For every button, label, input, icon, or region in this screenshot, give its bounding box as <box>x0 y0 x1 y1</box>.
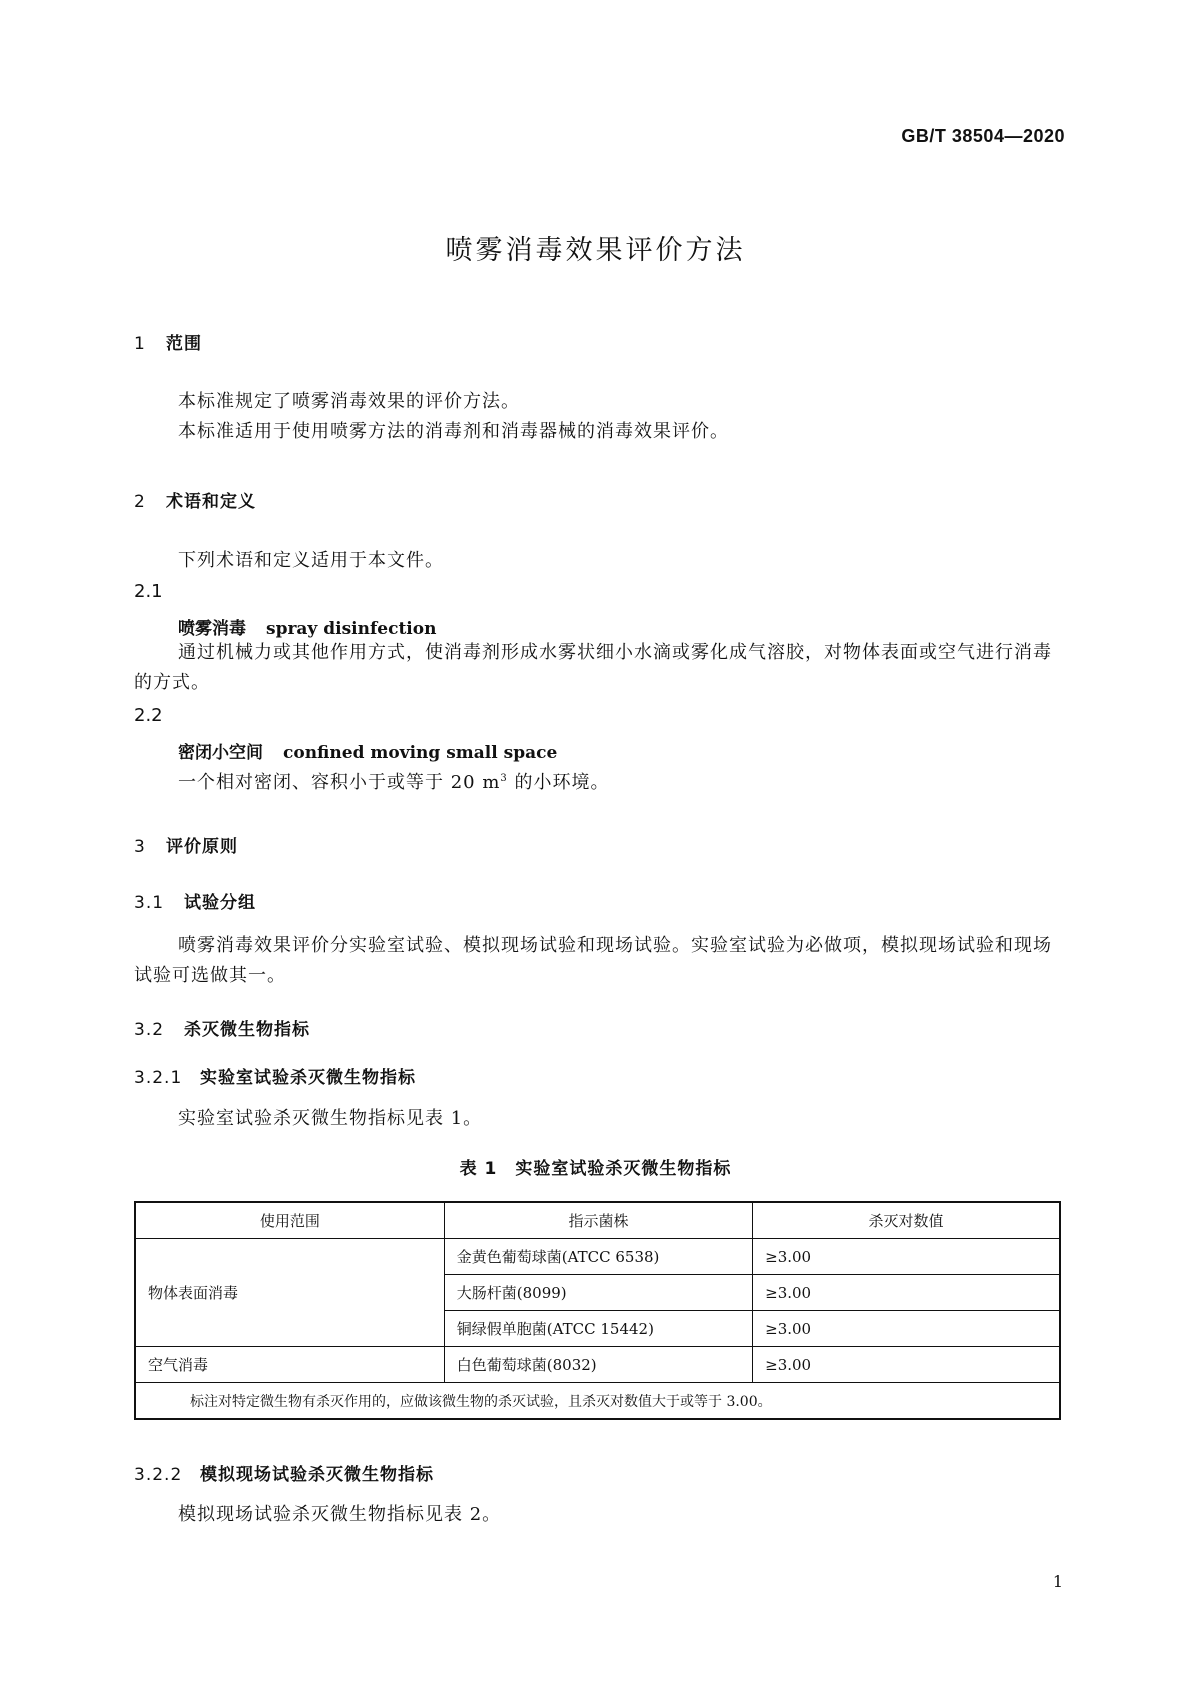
term-zh: 喷雾消毒 <box>178 619 246 639</box>
section-3-2-2-heading <box>134 1460 434 1485</box>
section-1-heading <box>134 329 202 354</box>
paragraph: 模拟现场试验杀灭微生物指标见表 2。 <box>178 1504 502 1525</box>
section-3-2-heading <box>134 1015 310 1040</box>
document-title: 喷雾消毒效果评价方法 <box>445 235 746 266</box>
value-cell: ≥3.00 <box>753 1275 1060 1311</box>
definition-text: 的小环境。 <box>507 772 610 793</box>
section-title: 范围 <box>166 334 202 354</box>
paragraph: 本标准适用于使用喷雾方法的消毒剂和消毒器械的消毒效果评价。 <box>178 421 729 442</box>
table-note-row <box>135 1383 1060 1420</box>
section-title: 评价原则 <box>166 837 238 857</box>
table-row <box>135 1239 1060 1275</box>
section-number: 3.2.2 <box>134 1465 183 1485</box>
paragraph: 下列术语和定义适用于本文件。 <box>178 550 444 571</box>
section-3-heading <box>134 832 238 857</box>
value-cell: ≥3.00 <box>753 1311 1060 1347</box>
paragraph: 本标准规定了喷雾消毒效果的评价方法。 <box>178 391 520 412</box>
section-title: 杀灭微生物指标 <box>184 1020 310 1040</box>
term-definition <box>134 764 1060 798</box>
section-title: 术语和定义 <box>166 492 256 512</box>
column-header: 杀灭对数值 <box>753 1202 1060 1239</box>
section-number: 1 <box>134 334 146 354</box>
table-note: 标注对特定微生物有杀灭作用的，应做该微生物的杀灭试验，且杀灭对数值大于或等于 3.00。 <box>135 1383 1060 1420</box>
table-1 <box>134 1201 1061 1420</box>
standard-code: GB/T 38504—2020 <box>901 126 1065 146</box>
section-number: 2 <box>134 492 146 512</box>
scope-cell: 空气消毒 <box>135 1347 444 1383</box>
paragraph: 实验室试验杀灭微生物指标见表 1。 <box>178 1108 483 1129</box>
section-number: 3.1 <box>134 893 165 913</box>
strain-cell: 铜绿假单胞菌(ATCC 15442) <box>444 1311 752 1347</box>
paragraph: 喷雾消毒效果评价分实验室试验、模拟现场试验和现场试验。实验室试验为必做项，模拟现场试验和现场试验可选做其一。 <box>134 935 1052 986</box>
section-title: 实验室试验杀灭微生物指标 <box>200 1068 416 1088</box>
value-cell: ≥3.00 <box>753 1239 1060 1275</box>
section-number: 3 <box>134 837 146 857</box>
section-2-heading <box>134 487 256 512</box>
term-entry <box>178 738 557 763</box>
page-number: 1 <box>1052 1572 1063 1591</box>
section-title: 模拟现场试验杀灭微生物指标 <box>200 1465 434 1485</box>
term-number: 2.2 <box>134 705 163 726</box>
scope-cell: 物体表面消毒 <box>135 1239 444 1347</box>
term-entry <box>178 614 436 639</box>
strain-cell: 金黄色葡萄球菌(ATCC 6538) <box>444 1239 752 1275</box>
table-header-row <box>135 1202 1060 1239</box>
section-number: 3.2 <box>134 1020 165 1040</box>
section-title: 试验分组 <box>184 893 256 913</box>
strain-cell: 大肠杆菌(8099) <box>444 1275 752 1311</box>
term-zh: 密闭小空间 <box>178 743 263 763</box>
table-row <box>135 1347 1060 1383</box>
definition-text: 一个相对密闭、容积小于或等于 20 m <box>178 772 501 793</box>
term-number: 2.1 <box>134 581 163 602</box>
term-en: confined moving small space <box>283 743 558 763</box>
column-header: 使用范围 <box>135 1202 444 1239</box>
value-cell: ≥3.00 <box>753 1347 1060 1383</box>
term-en: spray disinfection <box>266 619 437 639</box>
table-title: 实验室试验杀灭微生物指标 <box>515 1159 732 1179</box>
superscript: 3 <box>500 773 508 784</box>
table-caption <box>0 1154 1191 1179</box>
table-number: 表 1 <box>459 1159 498 1179</box>
section-3-2-1-heading <box>134 1063 416 1088</box>
term-definition: 通过机械力或其他作用方式，使消毒剂形成水雾状细小水滴或雾化成气溶胶，对物体表面或空气进行消毒的方式。 <box>134 642 1052 693</box>
section-number: 3.2.1 <box>134 1068 183 1088</box>
section-3-1-heading <box>134 888 256 913</box>
column-header: 指示菌株 <box>444 1202 752 1239</box>
strain-cell: 白色葡萄球菌(8032) <box>444 1347 752 1383</box>
